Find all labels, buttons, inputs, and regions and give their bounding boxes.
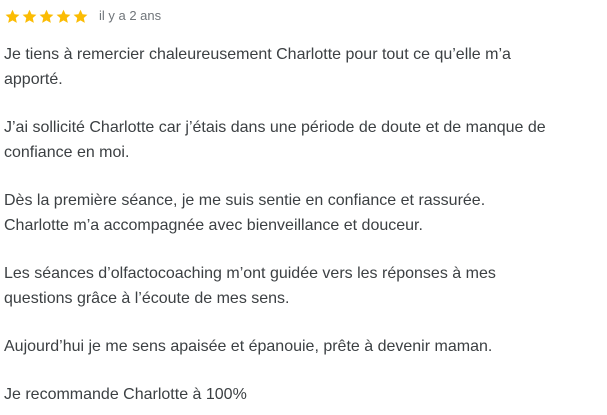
review-paragraph bbox=[4, 261, 601, 311]
review-line: J’ai sollicité Charlotte car j’étais dans une période de doute et de manque de bbox=[4, 119, 546, 136]
review-line: Dès la première séance, je me suis sentie en confiance et rassurée. bbox=[4, 192, 486, 209]
review-line: apporté. bbox=[4, 71, 63, 88]
review-line: confiance en moi. bbox=[4, 144, 130, 161]
star-icon bbox=[21, 8, 38, 25]
review-line: Je recommande Charlotte à 100% bbox=[4, 386, 247, 403]
review-line: questions grâce à l’écoute de mes sens. bbox=[4, 290, 290, 307]
review-paragraph bbox=[4, 188, 601, 238]
review-header bbox=[4, 6, 601, 26]
star-icon bbox=[55, 8, 72, 25]
review-line: Charlotte m’a accompagnée avec bienveillance et douceur. bbox=[4, 217, 423, 234]
star-rating bbox=[4, 8, 89, 25]
star-icon bbox=[4, 8, 21, 25]
review-paragraph bbox=[4, 334, 601, 359]
review-time: il y a 2 ans bbox=[99, 8, 162, 23]
review-paragraph bbox=[4, 382, 601, 407]
review-paragraph bbox=[4, 42, 601, 92]
review-paragraph bbox=[4, 115, 601, 165]
review-line: Aujourd’hui je me sens apaisée et épanouie, prête à devenir maman. bbox=[4, 338, 493, 355]
review-line: Je tiens à remercier chaleureusement Charlotte pour tout ce qu’elle m’a bbox=[4, 46, 511, 63]
star-icon bbox=[38, 8, 55, 25]
star-icon bbox=[72, 8, 89, 25]
review-text bbox=[4, 42, 601, 407]
review-line: Les séances d’olfactocoaching m’ont guidée vers les réponses à mes bbox=[4, 265, 496, 282]
